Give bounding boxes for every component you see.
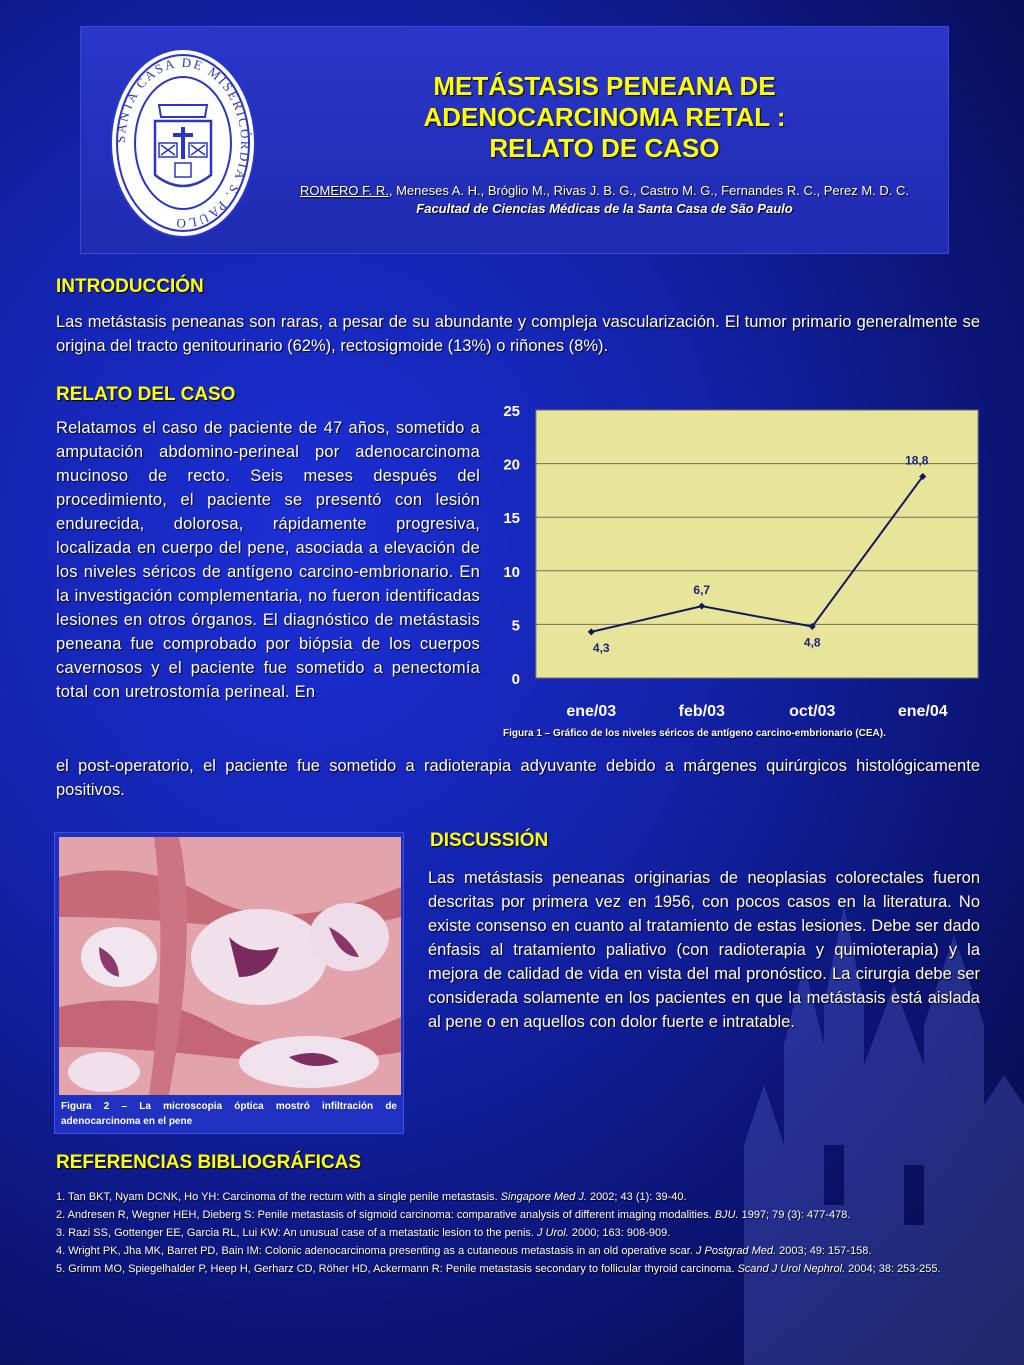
- data-label: 18,8: [905, 453, 929, 468]
- reference-item: 5. Grimm MO, Spiegelhalder P, Heep H, Gerharz CD, Röher HD, Ackermann R: Penile metastasis secondary to follicular thyroid carcinoma. Scand J Urol Nephrol. 2004; 38: 253-255.: [56, 1263, 941, 1275]
- x-tick-label: ene/04: [897, 703, 948, 720]
- reference-item: 3. Razi SS, Gottenger EE, Garcia RL, Lui KW: An unusual case of a metastatic lesion to the penis. J Urol. 2000; 163: 908-909.: [56, 1227, 671, 1239]
- svg-text:SANTA CASA DE MISERICÓRDIA S.: SANTA CASA DE MISERICÓRDIA S. PAULO: [112, 54, 254, 232]
- reference-item: 1. Tan BKT, Nyam DCNK, Ho YH: Carcinoma of the rectum with a single penile metastasis. Singapore Med J. 2002; 43 (1): 39-40.: [56, 1191, 687, 1203]
- cea-line-chart: [490, 398, 990, 728]
- case-heading: RELATO DEL CASO: [56, 384, 236, 405]
- poster-header: [80, 26, 949, 254]
- poster-title: [281, 71, 928, 164]
- intro-heading: INTRODUCCIÓN: [56, 276, 204, 297]
- reference-item: 4. Wright PK, Jha MK, Barret PD, Bain IM: Colonic adenocarcinoma presenting as a cutaneous metastasis in an old operative scar. J Postgrad Med. 2003; 49: 157-158.: [56, 1245, 872, 1257]
- figure1-caption: Figura 1 – Gráfico de los niveles séricos de antígeno carcino-embrionario (CEA).: [503, 728, 886, 739]
- author-list: [271, 183, 938, 198]
- x-tick-label: ene/03: [566, 703, 617, 720]
- discussion-heading: DISCUSSIÓN: [430, 830, 549, 851]
- title-line: RELATO DE CASO: [489, 133, 720, 163]
- data-label: 4,3: [592, 640, 610, 655]
- y-tick-label: 25: [503, 403, 520, 420]
- figure2-panel: [54, 832, 404, 1134]
- reference-item: 2. Andresen R, Wegner HEH, Dieberg S: Penile metastasis of sigmoid carcinoma: comparative analysis of different imaging modalities. BJU. 1997; 79 (3): 477-478.: [56, 1209, 851, 1221]
- plot-area: [536, 410, 978, 678]
- title-line: ADENOCARCINOMA RETAL :: [423, 102, 786, 132]
- figure2-caption: Figura 2 – La microscopia óptica mostró infiltración de adenocarcinoma en el pene: [61, 1101, 397, 1127]
- first-author: ROMERO F. R.: [300, 183, 389, 198]
- x-tick-label: oct/03: [789, 703, 836, 720]
- co-authors: , Meneses A. H., Bróglio M., Rivas J. B. G., Castro M. G., Fernandes R. C., Perez M. D. C.: [388, 183, 909, 198]
- cea-chart-svg: [490, 398, 990, 728]
- micrograph-image: [59, 837, 401, 1095]
- reference-list: [56, 1188, 980, 1278]
- y-tick-label: 0: [511, 671, 520, 688]
- data-label: 6,7: [693, 583, 711, 598]
- affiliation: Facultad de Ciencias Médicas de la Santa Casa de São Paulo: [416, 201, 793, 216]
- y-tick-label: 20: [503, 456, 520, 474]
- discussion-text: Las metástasis peneanas originarias de neoplasias colorectales fueron descritas por primera vez en 1956, con pocos casos en la literatura. No existe consenso en cuanto al tratamiento de estas lesiones. Debe ser dado énfasis al tratamiento paliativo (con radioterapia y quimioterapia) y la mejora de calidad de vida en vista del mal pronóstico. La cirurgia debe ser considerada solamente en los pacientes en que la metástasis está aislada al pene o en aquellos con dolor fuerte e intratable.: [428, 869, 980, 1031]
- x-tick-label: feb/03: [678, 703, 725, 720]
- title-line: METÁSTASIS PENEANA DE: [433, 71, 776, 101]
- y-tick-label: 10: [503, 563, 520, 581]
- y-tick-label: 5: [511, 617, 520, 635]
- data-label: 4,8: [803, 635, 821, 650]
- santa-casa-seal-logo: [109, 47, 257, 239]
- y-tick-label: 15: [503, 510, 520, 528]
- intro-text: Las metástasis peneanas son raras, a pesar de su abundante y compleja vascularización. El tumor primario generalmente se origina del tracto genitourinario (62%), rectosigmoide (13%) o riñones (8%).: [56, 313, 980, 355]
- references-heading: REFERENCIAS BIBLIOGRÁFICAS: [56, 1152, 362, 1173]
- case-text-continued: el post-operatorio, el paciente fue sometido a radioterapia adyuvante debido a márgenes quirúrgicos histológicamente positivos.: [56, 757, 980, 799]
- case-text-column: Relatamos el caso de paciente de 47 años, sometido a amputación abdomino-perineal por adenocarcinoma mucinoso de recto. Seis meses después del procedimiento, el paciente se presentó con lesión endurecida, dolorosa, rápidamente progresiva, localizada en cuerpo del pene, asociada a elevación de los niveles séricos de antígeno carcino-embrionario. En la investigación complementaria, no fueron identificadas lesiones en otros órganos. El diagnóstico de metástasis peneana fue comprobado por biópsia de los cuerpos cavernosos y el paciente fue sometido a penectomía total con uretrostomía perineal. En: [56, 419, 480, 701]
